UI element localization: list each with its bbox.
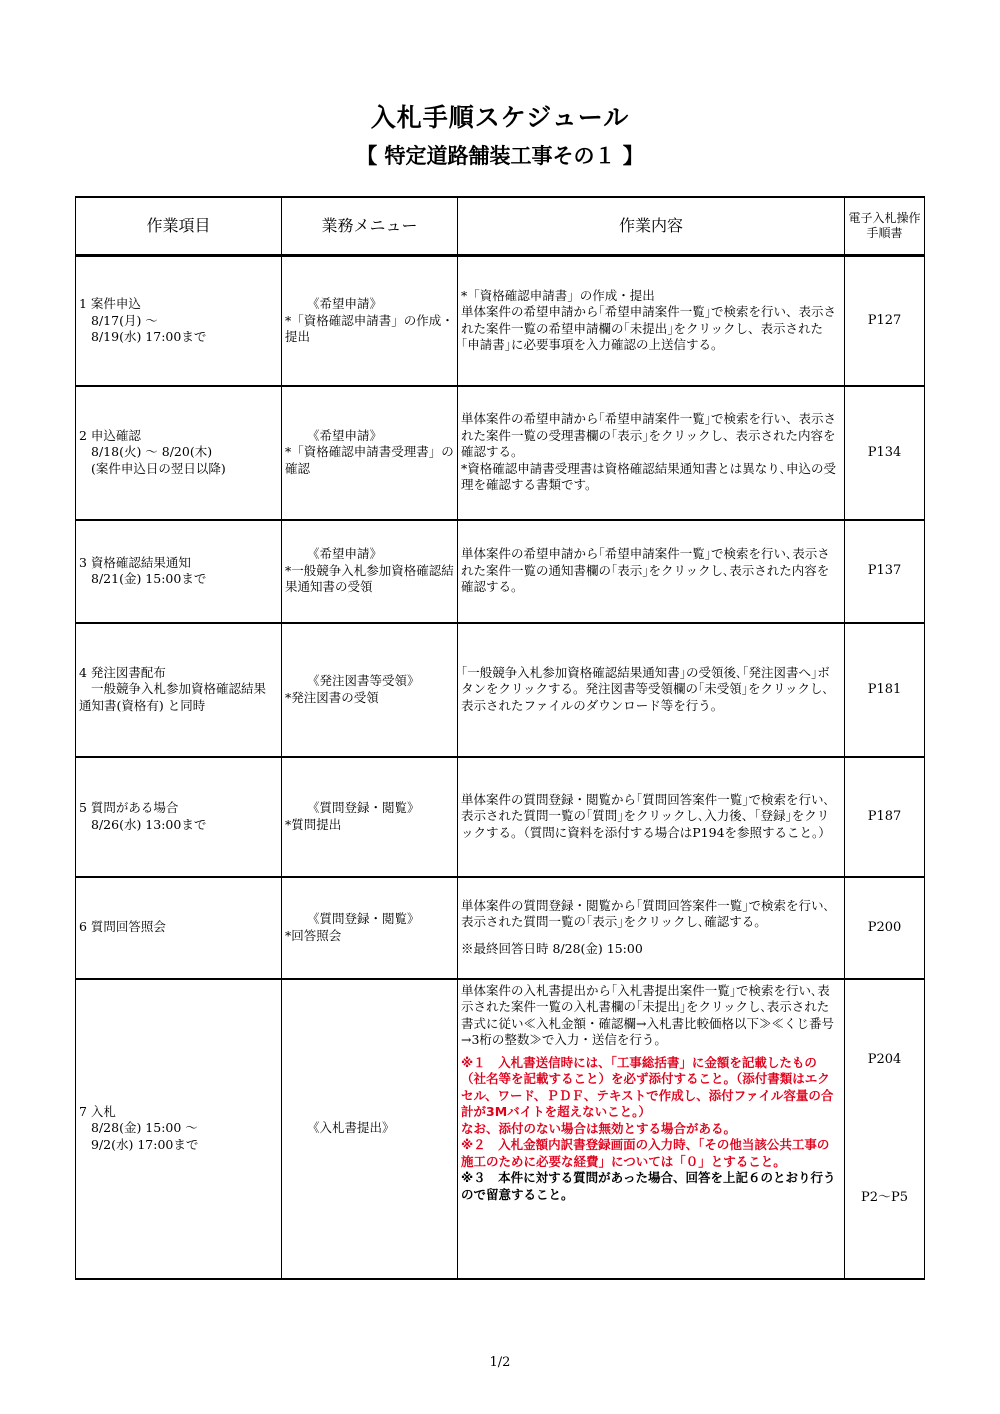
manual-page-cell (845, 979, 925, 1279)
header-row (76, 197, 925, 256)
menu-detail: *「資格確認申請書」の作成・提出 (285, 312, 454, 344)
menu-title: 《希望申請》 (307, 427, 383, 443)
table-row (76, 256, 925, 386)
table-row (76, 520, 925, 623)
item-title: 1 案件申込 (79, 296, 141, 311)
item-title: 6 質問回答照会 (79, 919, 166, 935)
table-row (76, 386, 925, 520)
menu-title: 《希望申請》 (307, 296, 383, 311)
header-content: 作業内容 (458, 197, 845, 256)
item-date: 8/19(水) 17:00まで (91, 329, 207, 344)
final-answer-note: ※最終回答日時 8/28(金) 15:00 (461, 940, 643, 956)
page-number: 1/2 (489, 1355, 511, 1370)
menu-detail: *発注図書の受領 (285, 689, 379, 705)
content-text: 単体案件の希望申請から｢希望申請案件一覧｣で検索を行い、表示された案件一覧の希望申請欄の｢未提出｣をクリックし、表示された｢申請書｣に必要事項を入力確認の上送信する。 (461, 304, 837, 353)
page-subtitle: 【 特定道路舗装工事その１ 】 (356, 144, 644, 168)
item-cell (76, 256, 282, 386)
content-text: 単体案件の希望申請から｢希望申請案件一覧｣で検索を行い､表示された案件一覧の通知書欄の｢表示｣をクリックし､表示された内容を確認する。 (461, 546, 830, 595)
item-title: 3 資格確認結果通知 (79, 554, 191, 570)
menu-cell (282, 979, 458, 1279)
menu-title: 《入札書提出》 (307, 1120, 395, 1136)
item-title: 4 発注図書配布 (79, 664, 166, 680)
menu-title: 《質問登録・閲覧》 (307, 911, 420, 926)
content-cell (458, 757, 845, 877)
warning-note-2: ※２ 入札金額内訳書登録画面の入力時、「その他当該公共工事の施工のために必要な経費」については「０」とすること。 (461, 1137, 830, 1169)
content-cell (458, 386, 845, 520)
table-row (76, 623, 925, 757)
item-cell (76, 623, 282, 757)
content-cell (458, 623, 845, 757)
manual-page: P137 (845, 520, 925, 623)
menu-detail: *回答照会 (285, 927, 342, 943)
menu-title: 《質問登録・閲覧》 (307, 800, 420, 815)
item-title: 2 申込確認 (79, 427, 141, 443)
manual-page-2: P2～P5 (860, 1189, 909, 1205)
content-text: 単体案件の希望申請から｢希望申請案件一覧｣で検索を行い、表示された案件一覧の受理書欄の｢表示｣をクリックし、表示された内容を確認する。 (461, 411, 837, 460)
menu-detail: *一般競争入札参加資格確認結果通知書の受領 (285, 562, 454, 595)
schedule-table (75, 196, 925, 1280)
manual-page: P127 (845, 256, 925, 386)
item-cell (76, 877, 282, 979)
warning-note-1: ※１ 入札書送信時には、「工事総括書」に金額を記載したもの（社名等を記載すること）を必ず添付すること。（添付書類はエクセル、ワード、ＰＤＦ、テキストで作成し、添付ファイル容量の合計が3Mバイトを超えないこと。） (461, 1054, 834, 1119)
menu-detail: *質問提出 (285, 816, 342, 832)
item-note: (案件申込日の翌日以降) (91, 460, 226, 476)
content-text: 単体案件の質問登録・閲覧から｢質問回答案件一覧｣で検索を行い､表示された質問一覧の｢質問｣をクリックし､入力後、｢登録｣をクリックする。（質問に資料を添付する場合はP194を参照すること。） (461, 791, 831, 840)
item-cell (76, 979, 282, 1279)
header-item: 作業項目 (76, 197, 282, 256)
item-cell (76, 520, 282, 623)
content-cell (458, 877, 845, 979)
manual-page: P200 (845, 877, 925, 979)
item-date: 8/21(金) 15:00まで (91, 571, 207, 586)
item-date: 9/2(水) 17:00まで (91, 1136, 199, 1152)
content-text: 単体案件の入札書提出から｢入札書提出案件一覧｣で検索を行い､表示された案件一覧の入札書欄の｢未提出｣をクリックし､表示された書式に従い≪入札金額・確認欄→入札書比較価格以下≫≪くじ番号→3桁の整数≫で入力・送信を行う。 (461, 982, 834, 1047)
item-note: 一般競争入札参加資格確認結果通知書(資格有) と同時 (79, 681, 267, 713)
item-date: 8/28(金) 15:00 ～ (91, 1120, 198, 1136)
item-title: 5 質問がある場合 (79, 800, 179, 815)
content-text: ｢一般競争入札参加資格確認結果通知書｣の受領後､｢発注図書へ｣ボタンをクリックする。発注図書等受領欄の｢未受領｣をクリックし､表示されたファイルのダウンロード等を行う。 (461, 664, 830, 713)
content-text: *「資格確認申請書」の作成・提出 (461, 287, 655, 303)
menu-detail: *「資格確認申請書受理書」の確認 (285, 444, 454, 476)
table-row (76, 877, 925, 979)
header-manual: 電子入札操作手順書 (845, 197, 925, 256)
menu-title: 《希望申請》 (307, 546, 383, 562)
table-row (76, 757, 925, 877)
item-cell (76, 757, 282, 877)
content-cell (458, 256, 845, 386)
table-row (76, 979, 925, 1279)
manual-page: P181 (845, 623, 925, 757)
menu-cell (282, 256, 458, 386)
header-menu: 業務メニュー (282, 197, 458, 256)
menu-cell (282, 877, 458, 979)
content-cell (458, 979, 845, 1279)
item-cell (76, 386, 282, 520)
content-text: *資格確認申請書受理書は資格確認結果通知書とは異なり､申込の受理を確認する書類です。 (461, 460, 837, 493)
menu-cell (282, 520, 458, 623)
manual-page: P134 (845, 386, 925, 520)
manual-page: P187 (845, 757, 925, 877)
item-date: 8/26(水) 13:00まで (91, 816, 207, 832)
item-title: 7 入札 (79, 1103, 116, 1119)
content-cell (458, 520, 845, 623)
manual-page: P204 (867, 1052, 902, 1068)
menu-cell (282, 757, 458, 877)
item-date: 8/18(火) ～ 8/20(木) (91, 444, 213, 460)
note-3: ※３ 本件に対する質問があった場合、回答を上記６のとおり行うので留意すること。 (461, 1170, 836, 1202)
menu-cell (282, 386, 458, 520)
menu-cell (282, 623, 458, 757)
page-title: 入札手順スケジュール (370, 103, 630, 132)
warning-note-invalid: なお、添付のない場合は無効とする場合がある。 (461, 1120, 737, 1136)
content-text: 単体案件の質問登録・閲覧から｢質問回答案件一覧｣で検索を行い､表示された質問一覧の｢表示｣をクリックし､確認する。 (461, 897, 830, 930)
menu-title: 《発注図書等受領》 (307, 673, 420, 688)
item-date: 8/17(月) ～ (91, 312, 158, 328)
